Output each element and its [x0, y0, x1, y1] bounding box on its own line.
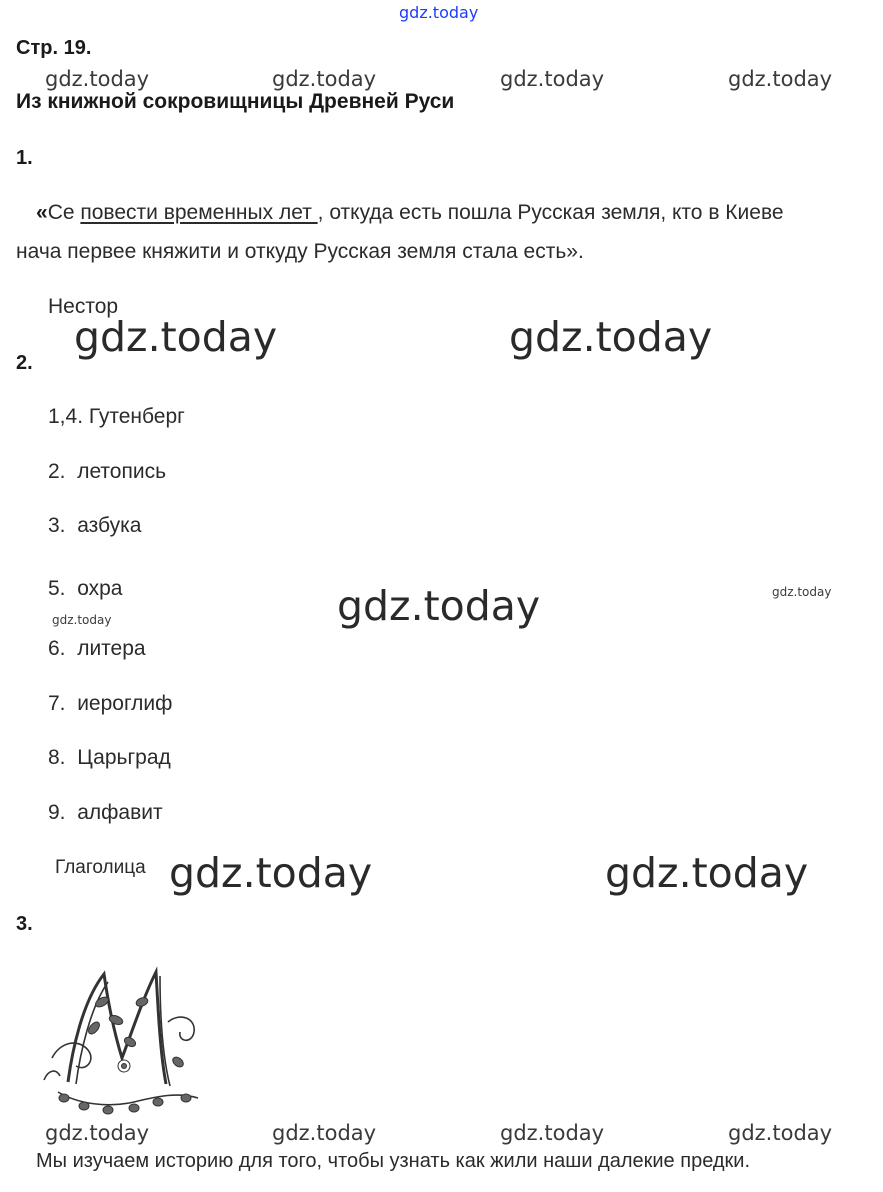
- task1-answer: Нестор: [48, 295, 119, 318]
- section-title: Из книжной сокровищницы Древней Руси: [16, 90, 455, 113]
- list-item: [48, 460, 166, 484]
- list-item-num: 6.: [48, 637, 66, 660]
- list-item-text: Царьград: [77, 746, 171, 769]
- watermark: gdz.today: [728, 1121, 833, 1145]
- list-item: [48, 692, 172, 716]
- quote-open-mark: «: [36, 201, 48, 224]
- list-item: [48, 801, 163, 825]
- task2-extra-answer: Глаголица: [55, 857, 146, 878]
- list-item-num: 5.: [48, 577, 66, 600]
- watermark: gdz.today: [728, 67, 833, 91]
- watermark: gdz.today: [500, 67, 605, 91]
- list-item-text: литера: [77, 637, 146, 660]
- watermark: gdz.today: [169, 849, 373, 897]
- list-item-num: 7.: [48, 692, 66, 715]
- list-item-text: охра: [77, 577, 123, 600]
- quote-lead: Се: [47, 201, 81, 224]
- task1-number: 1.: [16, 147, 33, 169]
- list-item-num: 8.: [48, 746, 66, 769]
- task1-quote-line2: нача первее княжити и откуду Русская земля стала есть».: [16, 240, 584, 263]
- watermark: gdz.today: [45, 67, 150, 91]
- task3-answer: Мы изучаем историю для того, чтобы узнать как жили наши далекие предки.: [36, 1150, 751, 1172]
- list-item: [48, 405, 185, 429]
- list-item-num: 9.: [48, 801, 66, 824]
- list-item: [48, 637, 146, 661]
- list-item: [48, 514, 141, 538]
- list-item-text: летопись: [77, 460, 167, 483]
- watermark-top: gdz.today: [399, 3, 479, 22]
- watermark: gdz.today: [509, 313, 713, 361]
- list-item: [48, 577, 123, 601]
- ornamental-letter-drawing: [38, 962, 208, 1122]
- watermark: gdz.today: [52, 613, 112, 627]
- watermark: gdz.today: [500, 1121, 605, 1145]
- watermark: gdz.today: [74, 313, 278, 361]
- list-item-text: азбука: [77, 514, 142, 537]
- watermark: gdz.today: [772, 585, 832, 599]
- list-item-num: 3.: [48, 514, 66, 537]
- watermark: gdz.today: [272, 1121, 377, 1145]
- watermark: gdz.today: [272, 67, 377, 91]
- page-label: Стр. 19.: [16, 37, 92, 59]
- list-item-num: 1,4.: [48, 405, 84, 428]
- task1-quote-line1: [36, 201, 784, 225]
- task3-number: 3.: [16, 913, 33, 935]
- list-item: [48, 746, 171, 770]
- ornamental-letter-illustration: [38, 962, 208, 1122]
- list-item-text: Гутенберг: [88, 405, 185, 428]
- task2-number: 2.: [16, 352, 33, 374]
- quote-rest: , откуда есть пошла Русская земля, кто в Киеве: [317, 201, 784, 224]
- list-item-text: алфавит: [77, 801, 163, 824]
- watermark: gdz.today: [45, 1121, 150, 1145]
- list-item-num: 2.: [48, 460, 66, 483]
- watermark: gdz.today: [605, 849, 809, 897]
- list-item-text: иероглиф: [77, 692, 173, 715]
- quote-underlined-answer: повести временных лет: [80, 201, 318, 224]
- watermark: gdz.today: [337, 582, 541, 630]
